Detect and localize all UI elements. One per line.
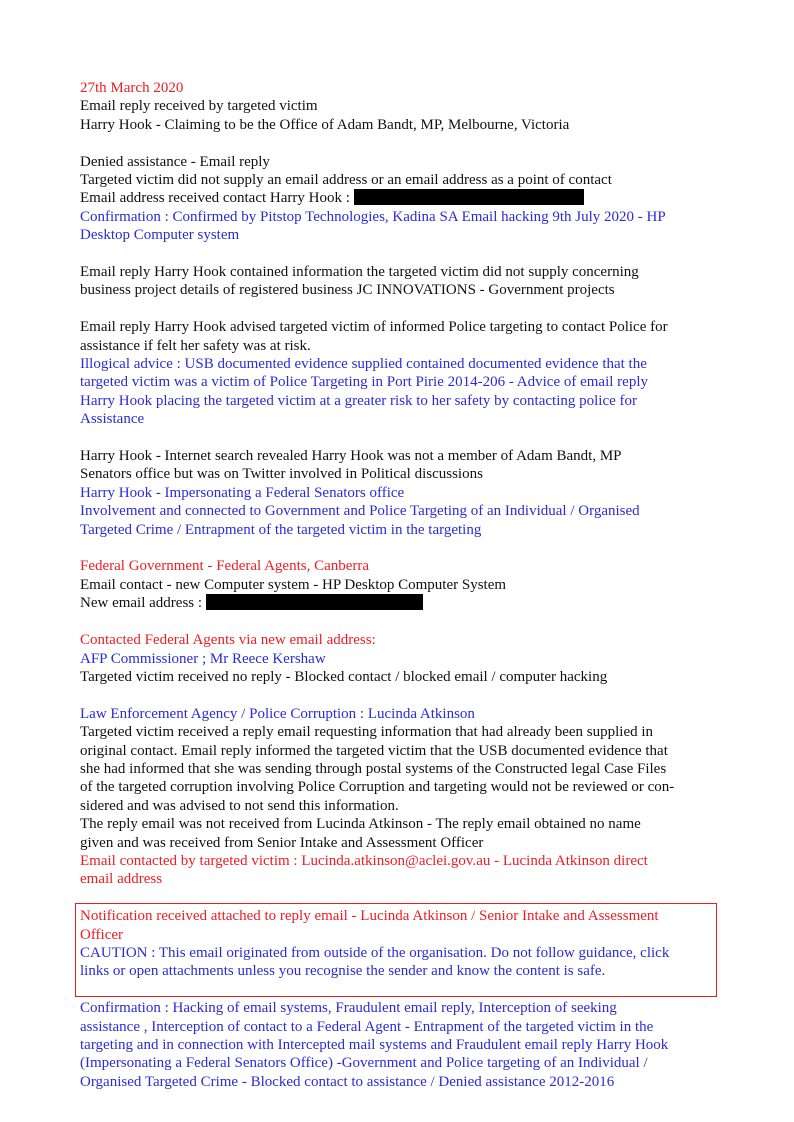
text-line: she had informed that she was sending through postal systems of the Constructed legal Case Files [80,760,667,777]
notification-line: Notification received attached to reply email - Lucinda Atkinson / Senior Intake and Assessment [80,908,659,925]
confirmation-line: Confirmation : Hacking of email systems, Fraudulent email reply, Interception of seeking [80,1000,617,1017]
confirmation-line: Desktop Computer system [80,227,240,244]
notification-line: Officer [80,926,124,943]
text-line: Targeted victim received a reply email requesting information that had already been supplied in [80,724,654,741]
text-line: Senators office but was on Twitter involved in Political discussions [80,466,483,483]
block-police-advice [80,318,720,428]
notification-block [80,907,720,981]
block-denied-assistance [80,153,720,245]
email-contact-line: email address [80,871,163,888]
contact-name: AFP Commissioner ; Mr Reece Kershaw [80,650,326,667]
analysis-line: Targeted Crime / Entrapment of the targeted victim in the targeting [80,521,482,538]
confirmation-line: Organised Targeted Crime - Blocked contact to assistance / Denied assistance 2012-2016 [80,1073,615,1090]
redacted-email [206,594,423,610]
block-law-enforcement [80,705,720,889]
text-line: original contact. Email reply informed the targeted victim that the USB documented evidence that [80,742,668,759]
block-federal-agents [80,631,720,686]
confirmation-line: (Impersonating a Federal Senators Office) -Government and Police targeting of an Individual / [80,1055,648,1072]
text-line: Email reply Harry Hook advised targeted victim of informed Police targeting to contact Police for [80,319,668,336]
analysis-line: Assistance [80,411,145,428]
text-line: Targeted victim received no reply - Blocked contact / blocked email / computer hacking [80,668,608,685]
text-line: Harry Hook - Internet search revealed Harry Hook was not a member of Adam Bandt, MP [80,448,622,465]
text-line: Email contact - new Computer system - HP Desktop Computer System [80,576,507,593]
block-federal-government [80,557,720,612]
confirmation-line: assistance , Interception of contact to a Federal Agent - Entrapment of the targeted victim in the [80,1018,654,1035]
text-line: The reply email was not received from Lucinda Atkinson - The reply email obtained no name [80,816,641,833]
redacted-email [354,189,584,205]
text-line: business project details of registered business JC INNOVATIONS - Government projects [80,282,615,299]
text-line: given and was received from Senior Intake and Assessment Officer [80,834,484,851]
text-line-with-redaction [80,594,720,612]
text-line-with-redaction [80,189,720,207]
text-line: Targeted victim did not supply an email address or an email address as a point of contact [80,172,612,189]
analysis-line: Harry Hook placing the targeted victim at a greater risk to her safety by contacting police for [80,392,638,409]
block-harry-hook-reply [80,79,720,134]
text-span: New email address : [80,595,206,612]
text-span: Email address received contact Harry Hook : [80,190,354,207]
text-line: Harry Hook - Claiming to be the Office of Adam Bandt, MP, Melbourne, Victoria [80,116,570,133]
text-line: of the targeted corruption involving Police Corruption and targeting would not be reviewed or con- [80,779,675,796]
caution-line: links or open attachments unless you recognise the sender and know the content is safe. [80,963,606,980]
text-line: Email reply Harry Hook contained information the targeted victim did not supply concerning [80,264,639,281]
text-line: Denied assistance - Email reply [80,153,270,170]
analysis-line: Illogical advice : USB documented evidence supplied contained documented evidence that the [80,356,647,373]
caution-line: CAUTION : This email originated from outside of the organisation. Do not follow guidance, click [80,944,670,961]
analysis-line: targeted victim was a victim of Police Targeting in Port Pirie 2014-206 - Advice of email reply [80,374,648,391]
section-heading: Law Enforcement Agency / Police Corruption : Lucinda Atkinson [80,705,475,722]
text-line: Email reply received by targeted victim [80,98,318,115]
block-business-details [80,263,720,300]
text-line: assistance if felt her safety was at risk. [80,337,311,354]
section-heading: Contacted Federal Agents via new email address: [80,632,376,649]
confirmation-line: targeting and in connection with Intercepted mail systems and Fraudulent email reply Harry Hook [80,1036,669,1053]
analysis-line: Involvement and connected to Government and Police Targeting of an Individual / Organised [80,503,640,520]
confirmation-line: Confirmation : Confirmed by Pitstop Technologies, Kadina SA Email hacking 9th July 2020 - HP [80,208,666,225]
email-contact-line: Email contacted by targeted victim : Lucinda.atkinson@aclei.gov.au - Lucinda Atkinson direct [80,852,648,869]
analysis-line: Harry Hook - Impersonating a Federal Senators office [80,484,405,501]
text-line: sidered and was advised to not send this information. [80,797,399,814]
section-heading: Federal Government - Federal Agents, Canberra [80,558,370,575]
block-final-confirmation [80,999,720,1091]
block-internet-search [80,447,720,539]
document-page [80,79,720,1091]
entry-date: 27th March 2020 [80,80,184,96]
